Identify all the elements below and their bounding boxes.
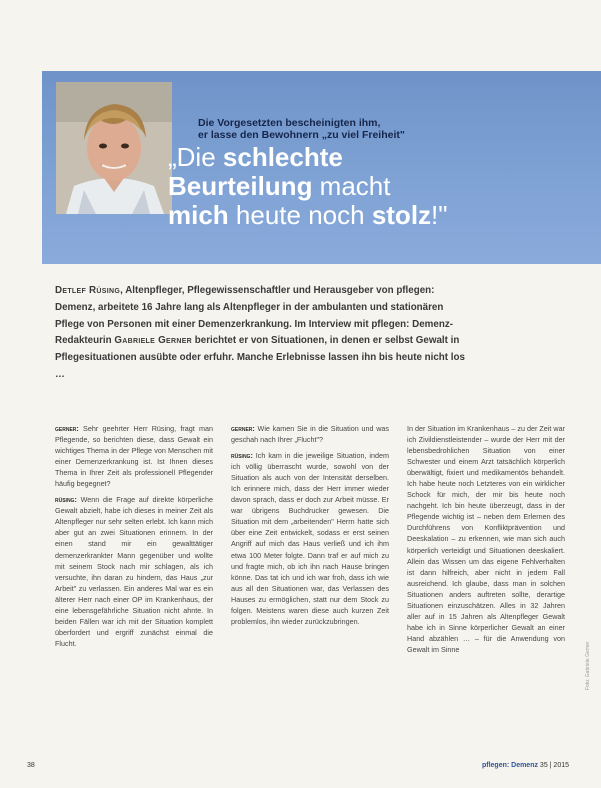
paragraph-text: Sehr geehrter Herr Rüsing, fragt man Pflegende, so berichten diese, dass Gewalt ein wichtiges Thema in der Pflege von Menschen mit einer Demenzerkrankung ist. Ist Ihnen dieses Thema in Ihrer Zeit als professionell Pflegender häufig begegnet? <box>55 424 213 489</box>
body-column-3 <box>407 423 565 748</box>
lead-journal-1: pflegen: Demenz <box>55 285 435 313</box>
lead-text-2: , arbeitete 16 Jahre lang als Altenpfleger in der ambulanten und stationären Pflege von Personen mit einer Demenzerkrankung. Im Interview mit <box>55 301 444 330</box>
page-footer <box>0 762 601 778</box>
paragraph-text: In der Situation im Krankenhaus – zu der Zeit war ich Zivildienstleistender – wurde der Herr mit der lebensbedrohlichen Situation von einer Schwester und einem Arzt tatsächlich körperlich überwältigt, fixiert und medikamentös behandelt. Ich habe heute noch Letzteres von ein wirklicher Schock für mich, der mir bis heute noch nachgeht. Ich bin heute überzeugt, dass in der Pflegende wichtig ist – neben dem Erlernen des Durchführens von Konfliktprävention und Deeskalation – zu erkennen, wie man sich auch körperlich verteidigt und Situationen deeskaliert. Allein das Wissen um das eigene Fehlverhalten ist dann hilfreich, aber nicht in jedem Fall ausreichend. Ich glaube, dass man in solchen Situationen anders auftreten sollte, derartige Situationen einzuschätzen. Alles in 32 Jahren aller auf in 15 Jahren als Altenpfleger Gewalt habe ich in Sinne körperlicher Gewalt an einer Hand abzählen … – für die Anwendung von Gewalt im Sinne <box>407 424 565 654</box>
lead-text-3: -Redakteurin <box>55 318 453 347</box>
headline-line-2 <box>168 172 598 201</box>
headline-line-3 <box>168 201 598 230</box>
lead-journal-2: pflegen: Demenz <box>371 318 450 330</box>
paragraph-text: Ich kam in die jeweilige Situation, indem ich völlig überrascht wurde, sowohl von der Situation als auch von der Intensität derselben. Ich erinnere mich, dass der Herr immer wieder davon sprach, dass er doch zur Arbeit müsse. Er war übrigens Buchdrucker gewesen. Die Situation mit dem „arbeitenden" Herrn hatte sich über eine Zeit entwickelt, sodass er erst seinen Angriff auf mich das Haus verließ und ich ihm etwa 100 Meter folgte. Dann traf er auf mich zu und fragte mich, ob ich ihn nach Hause bringen könne. Das tat ich und ich war froh, dass ich wie aus all den Situationen war, das Verlassen des Hauses zu ermöglichen, statt nur dem Stock zu folgen. Meistens waren diese auch kurzen Zeit problemlos, ihn wieder zurückzubringen. <box>231 451 389 626</box>
page-number: 38 <box>27 762 35 769</box>
headline-word-beurteilung: Beurteilung <box>168 171 313 201</box>
headline-close-quote: !" <box>431 200 448 230</box>
intro-line-2: er lasse den Bewohnern „zu viel Freiheit" <box>198 129 405 141</box>
interview-paragraph <box>231 423 389 445</box>
headline-open-quote: „Die <box>168 142 223 172</box>
lead-paragraph <box>55 283 475 384</box>
headline <box>168 143 598 230</box>
speaker-label: gerner: <box>231 424 255 433</box>
journal-reference <box>482 762 569 769</box>
interview-paragraph <box>55 423 213 489</box>
interview-paragraph <box>55 494 213 649</box>
body-columns <box>55 423 565 748</box>
lead-author-name: Detlef Rüsing <box>55 285 121 296</box>
speaker-label: rüsing: <box>231 451 253 461</box>
journal-issue: 35 | 2015 <box>537 762 569 769</box>
lead-text-4: berichtet er von Situationen, in denen er selbst Gewalt in Pflegesituationen ausübte oder erfuhr. Manche Erlebnisse lassen ihn bis heute nicht los … <box>55 335 465 380</box>
headline-word-mich: mich <box>168 200 229 230</box>
lead-text-1: , Altenpfleger, Pflegewissenschaftler und Herausgeber von <box>120 285 397 296</box>
portrait-photo <box>56 82 172 214</box>
speaker-label: rüsing: <box>55 495 77 505</box>
intro-line-1: Die Vorgesetzten bescheinigten ihm, <box>198 117 381 129</box>
interview-paragraph <box>407 423 565 655</box>
headline-word-stolz: stolz <box>371 200 432 230</box>
portrait-illustration <box>56 82 172 214</box>
headline-line-1 <box>168 143 598 172</box>
intro-teaser <box>198 117 498 141</box>
body-column-1 <box>55 423 213 748</box>
journal-name: pflegen: Demenz <box>481 762 538 769</box>
headline-word-heute-noch: heute noch <box>228 200 372 230</box>
photo-credit: Foto: Gabriele Gerner <box>585 641 591 690</box>
headline-word-macht: macht <box>312 171 391 201</box>
interview-paragraph <box>231 450 389 627</box>
body-column-2 <box>231 423 389 748</box>
paragraph-text: Wenn die Frage auf direkte körperliche Gewalt abzielt, habe ich dieses in meiner Zeit als Altenpfleger nur sehr selten erlebt. Ich kann mich aber gut an zwei Situationen erinnern. In der einen stand mir ein gewalttätiger demenzerkrankter Mann gegenüber und wollte mit seinem Stock nach mir schlagen, als ich versuchte, ihn daran zu hindern, das Haus „zur Arbeit" zu verlassen. Ein anderes Mal war es ein älterer Herr nach einer OP im Krankenhaus, der eine lebensgefährliche Situation nicht ahnte. In beiden Fällen war ich mit der Situation komplett überfordert und ergriff zunächst einmal die Flucht. <box>55 495 213 648</box>
headline-word-schlechte: schlechte <box>222 142 343 172</box>
paragraph-text: Wie kamen Sie in die Situation und was geschah nach Ihrer „Flucht"? <box>231 424 389 445</box>
speaker-label: gerner: <box>55 424 79 433</box>
lead-editor-name: Gabriele Gerner <box>114 335 193 347</box>
